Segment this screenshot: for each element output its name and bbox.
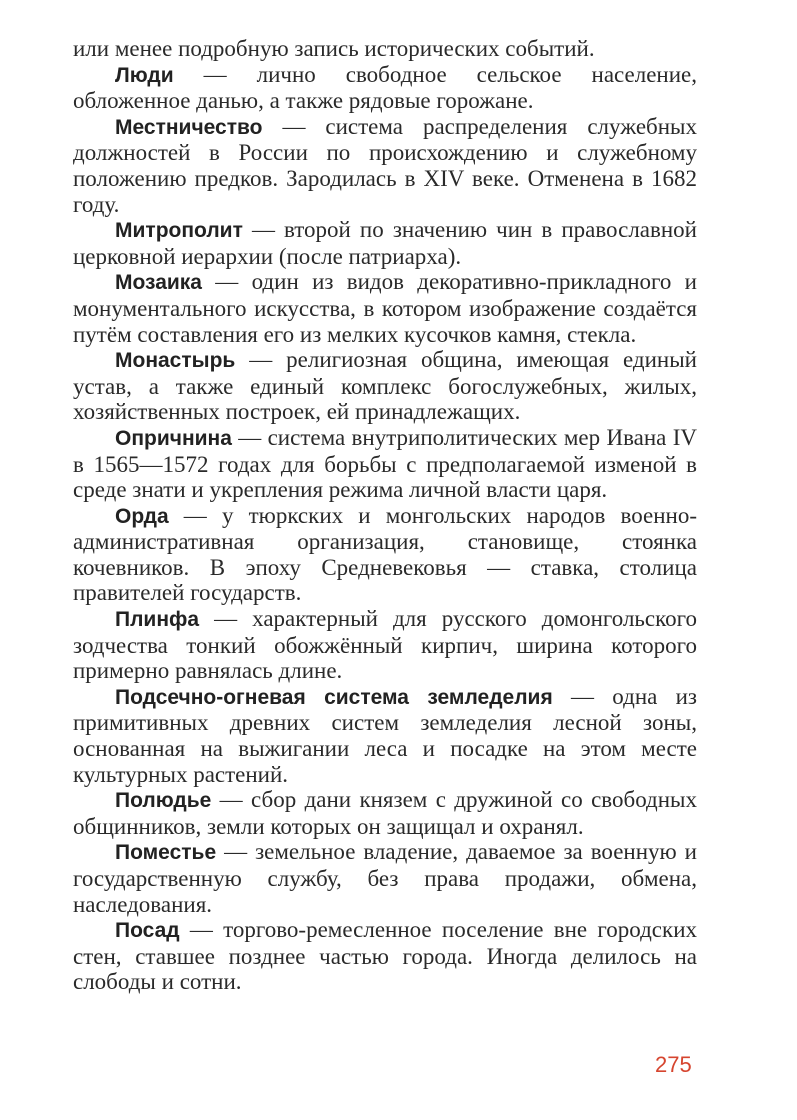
page-number: 275 bbox=[655, 1052, 692, 1077]
glossary-definition: — торгово-ремесленное поселение вне городских стен, ставшее позднее частью города. Иногда делилось на слободы и сотни. bbox=[73, 917, 697, 995]
glossary-definition: — одна из примитивных древних систем земледелия лесной зоны, основанная на выжигании леса и посадке на этом месте культурных растений. bbox=[73, 683, 698, 787]
glossary-term: Монастырь bbox=[115, 349, 236, 373]
glossary-entry bbox=[73, 839, 697, 917]
glossary-term: Полюдье bbox=[115, 789, 212, 813]
glossary-term: Поместье bbox=[115, 841, 217, 865]
glossary-definition: — один из видов декоративно-прикладного и монументального искусства, в котором изображение создаётся путём составления его из мелких кусочков камня, стекла. bbox=[73, 269, 697, 347]
glossary-definition: — религиозная община, имеющая единый устав, а также единый комплекс богослужебных, жилых, хозяйственных построек, ей принадлежащих. bbox=[73, 347, 697, 425]
continued-definition: или менее подробную запись исторических событий. bbox=[73, 36, 595, 61]
glossary-definition: — характерный для русского домонгольского зодчества тонкий обожжённый кирпич, ширина которого примерно равнялась длине. bbox=[73, 606, 697, 684]
glossary-entry bbox=[73, 217, 697, 269]
glossary-entry bbox=[73, 503, 697, 606]
glossary-entry bbox=[73, 787, 697, 839]
glossary-definition: — земельное владение, даваемое за военную и государственную службу, без права продажи, обмена, наследования. bbox=[73, 839, 697, 917]
glossary-term: Митрополит bbox=[115, 219, 243, 243]
glossary-entry bbox=[73, 606, 697, 684]
glossary-entry bbox=[73, 684, 697, 787]
glossary-term: Посад bbox=[115, 919, 180, 943]
glossary-entry bbox=[73, 114, 697, 217]
glossary-entry bbox=[73, 347, 697, 425]
glossary-definition: — лично свободное сельское население, обложенное данью, а также рядовые горожане. bbox=[73, 61, 697, 114]
glossary-definition: — система распределения служебных должностей в России по происхождению и служебному положению предков. Зародилась в XIV веке. Отменена в 1682 году. bbox=[73, 113, 697, 217]
glossary-term: Плинфа bbox=[115, 608, 200, 632]
glossary-term: Подсечно-огневая система земледелия bbox=[115, 685, 553, 709]
glossary-entry bbox=[73, 62, 697, 114]
glossary-term: Опричнина bbox=[115, 426, 232, 450]
glossary-term: Люди bbox=[115, 63, 174, 87]
glossary-definition: — сбор дани князем с дружиной со свободных общинников, земли которых он защищал и охранял. bbox=[73, 787, 697, 839]
glossary-definition: — второй по значению чин в православной церковной иерархии (после патриарха). bbox=[73, 217, 697, 269]
glossary-entry bbox=[73, 917, 697, 995]
glossary-definition: — у тюркских и монгольских народов военно-административная организация, становище, стоянка кочевников. В эпоху Средневековья — ставка, столица правителей государств. bbox=[73, 502, 697, 606]
glossary-entry bbox=[73, 269, 697, 347]
glossary-term: Орда bbox=[115, 504, 169, 528]
glossary-term: Местничество bbox=[115, 115, 263, 139]
glossary-term: Мозаика bbox=[115, 271, 202, 295]
glossary-page bbox=[73, 36, 697, 995]
glossary-definition: — система внутриполитических мер Ивана IV в 1565—1572 годах для борьбы с предполагаемой изменой в среде знати и укрепления режима личной власти царя. bbox=[73, 424, 697, 503]
glossary-entry bbox=[73, 425, 697, 503]
